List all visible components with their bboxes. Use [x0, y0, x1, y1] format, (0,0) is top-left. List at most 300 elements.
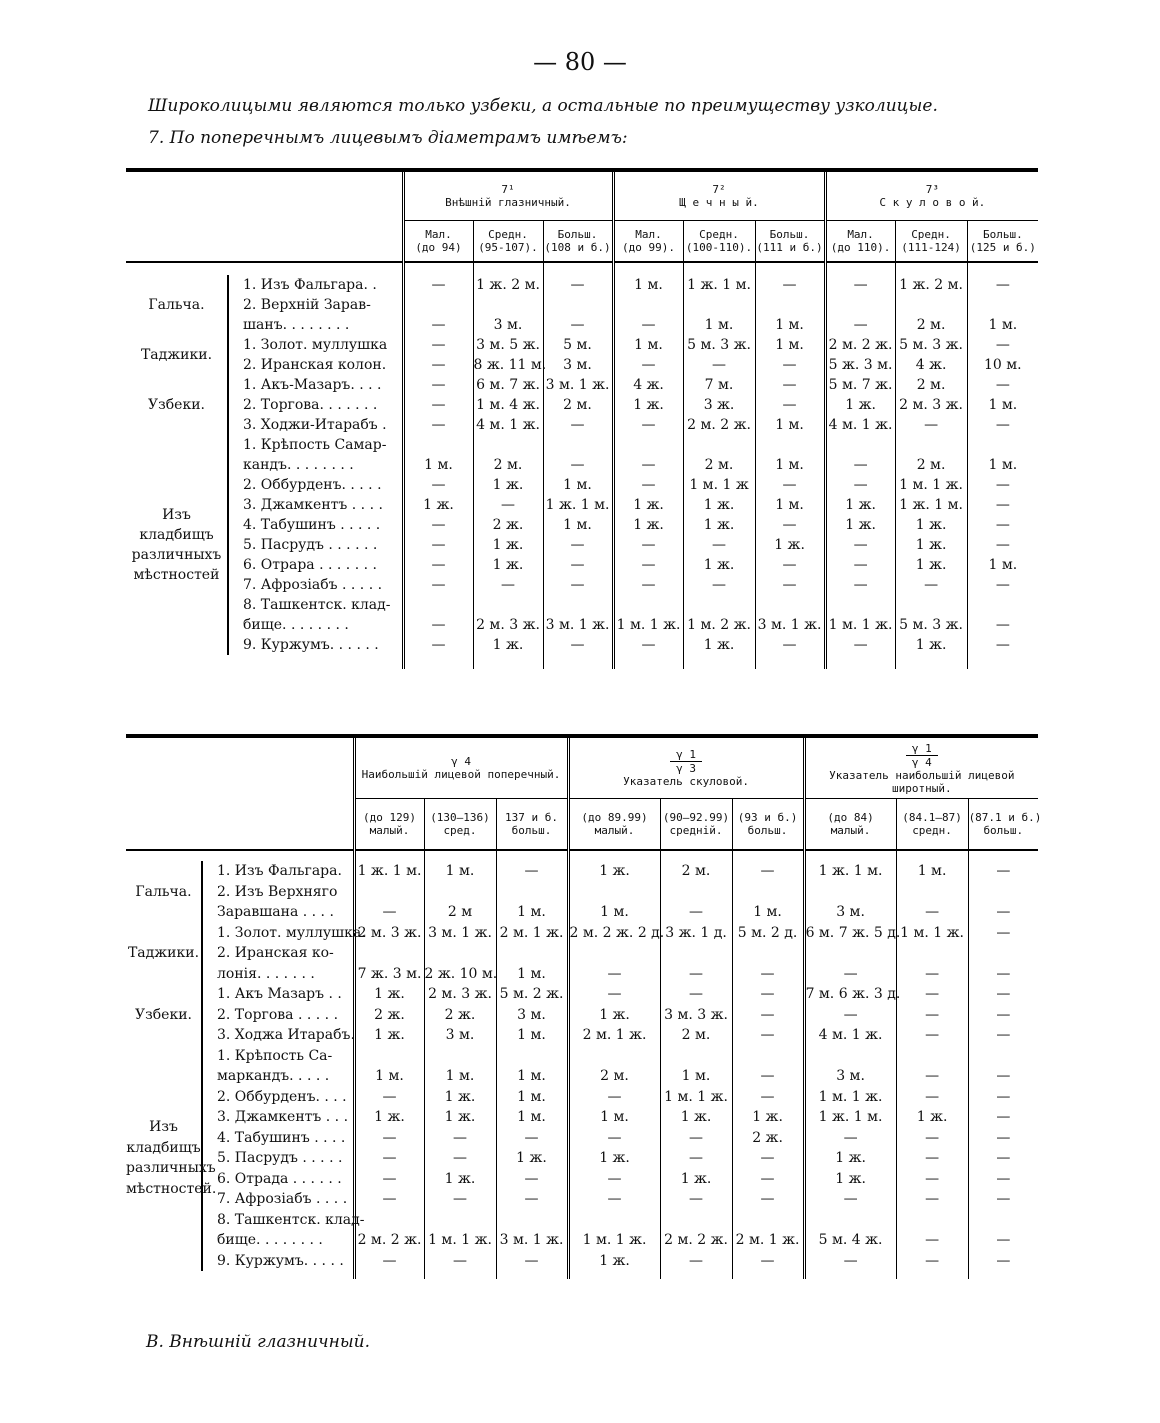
data-cell: —	[755, 275, 825, 295]
table-row	[126, 923, 1038, 944]
location-label: 3. Джамкентъ . . .	[202, 1107, 354, 1128]
subheader-cell	[660, 799, 732, 851]
data-cell	[804, 1046, 896, 1067]
data-cell: 3 м. 1 ж.	[543, 615, 613, 635]
table-row	[126, 515, 1038, 535]
data-cell: 5 ж. 3 м.	[825, 355, 895, 375]
table-row	[126, 275, 1038, 295]
data-cell: 1 ж.	[568, 1005, 660, 1026]
data-cell: 2 м. 2 ж.	[354, 1230, 424, 1251]
data-cell: —	[755, 355, 825, 375]
data-cell: 4 м. 1 ж.	[825, 415, 895, 435]
data-cell: 2 м. 3 ж.	[473, 615, 543, 635]
location-label: 2. Верхній Зарав-	[228, 295, 403, 315]
group-title: Указатель наибольшій лицевой широтный.	[829, 768, 1015, 795]
data-cell: —	[683, 355, 755, 375]
location-label: 1. Крѣпость Са-	[202, 1046, 354, 1067]
data-cell: 1 м.	[683, 315, 755, 335]
data-cell	[683, 595, 755, 615]
data-cell: —	[825, 315, 895, 335]
table-row	[126, 1087, 1038, 1108]
data-cell: —	[660, 902, 732, 923]
table-row	[126, 575, 1038, 595]
data-cell: 1 м. 1 ж.	[613, 615, 683, 635]
data-cell: —	[967, 515, 1038, 535]
subheader-line: Мал.	[847, 228, 874, 241]
data-cell: 1 ж.	[496, 1148, 568, 1169]
data-cell: —	[896, 1169, 968, 1190]
column-group-header	[403, 170, 613, 221]
subheader-cell	[496, 799, 568, 851]
data-cell: 1 ж. 2 м.	[473, 275, 543, 295]
data-cell: 3 м.	[424, 1025, 496, 1046]
data-cell: 1 м.	[732, 902, 804, 923]
data-cell: —	[968, 1005, 1038, 1026]
data-cell: —	[660, 984, 732, 1005]
data-cell: 2 ж. 10 м.	[424, 964, 496, 985]
data-cell	[424, 1210, 496, 1231]
data-cell: 1 ж. 1 м.	[804, 861, 896, 882]
data-cell: 1 ж.	[683, 635, 755, 655]
group-title: Указатель скуловой.	[623, 775, 749, 788]
data-cell: 4 м. 1 ж.	[804, 1025, 896, 1046]
data-cell	[967, 435, 1038, 455]
table-row	[126, 1169, 1038, 1190]
data-cell: 1 м.	[568, 902, 660, 923]
data-cell: —	[895, 575, 967, 595]
subheader-cell	[543, 221, 613, 263]
data-cell: 1 м.	[543, 515, 613, 535]
data-cell: 3 ж.	[683, 395, 755, 415]
data-cell: 1 ж.	[825, 515, 895, 535]
data-cell: —	[968, 1066, 1038, 1087]
subheader-cell	[755, 221, 825, 263]
subheader-line: (130—136)	[430, 811, 490, 824]
subheader-line: Средн.	[699, 228, 739, 241]
data-cell: 1 ж.	[424, 1169, 496, 1190]
data-cell: 6 м. 7 ж. 5 д.	[804, 923, 896, 944]
data-cell: —	[403, 375, 473, 395]
data-cell: —	[968, 964, 1038, 985]
data-cell: 1 м.	[967, 455, 1038, 475]
data-cell	[568, 943, 660, 964]
location-label: 1. Золот. муллушка	[228, 335, 403, 355]
data-cell: —	[732, 1025, 804, 1046]
subheader-line: (100-110).	[685, 241, 753, 254]
data-cell	[825, 595, 895, 615]
data-cell: —	[403, 335, 473, 355]
data-cell: —	[354, 1189, 424, 1210]
data-cell: —	[543, 635, 613, 655]
data-cell: 1 м.	[403, 455, 473, 475]
location-label: 2. Торгова. . . . . . .	[228, 395, 403, 415]
data-cell: 1 м.	[496, 964, 568, 985]
data-cell	[732, 882, 804, 903]
data-cell: 2 м.	[683, 455, 755, 475]
subheader-cell	[473, 221, 543, 263]
data-cell: 3 м.	[473, 315, 543, 335]
location-label: 3. Ходжи-Итарабъ .	[228, 415, 403, 435]
data-cell: —	[403, 635, 473, 655]
data-cell: 1 ж.	[354, 1025, 424, 1046]
data-cell: 3 м. 1 ж.	[755, 615, 825, 635]
data-cell: —	[967, 635, 1038, 655]
subheader-line: (до 129)	[363, 811, 416, 824]
data-cell: 1 м. 1 ж	[683, 475, 755, 495]
subheader-line: малый.	[369, 824, 410, 837]
data-cell: —	[613, 475, 683, 495]
subheader-cell	[613, 221, 683, 263]
data-cell: 3 м.	[804, 1066, 896, 1087]
table-row	[126, 495, 1038, 515]
data-cell: —	[732, 984, 804, 1005]
data-cell: 1 м.	[613, 335, 683, 355]
group-label: Таджики.	[126, 923, 202, 985]
data-cell: 1 ж.	[613, 495, 683, 515]
data-cell: —	[613, 555, 683, 575]
location-label: маркандъ. . . . .	[202, 1066, 354, 1087]
subheader-line: (84.1—87)	[902, 811, 962, 824]
data-cell	[896, 1210, 968, 1231]
table-row	[126, 1230, 1038, 1251]
subheader-line: больш.	[511, 824, 552, 837]
subheader-cell	[804, 799, 896, 851]
data-cell: —	[895, 415, 967, 435]
subheader-line: Средн.	[488, 228, 528, 241]
data-cell	[496, 882, 568, 903]
location-label: 6. Отрада . . . . . .	[202, 1169, 354, 1190]
data-cell: —	[968, 1169, 1038, 1190]
data-cell: 1 м. 1 ж.	[896, 923, 968, 944]
data-cell: 2 м.	[543, 395, 613, 415]
data-cell: —	[896, 1025, 968, 1046]
location-label: 9. Куржумъ. . . . . .	[228, 635, 403, 655]
data-cell: 1 ж.	[895, 635, 967, 655]
data-cell: 1 ж.	[613, 515, 683, 535]
column-group-header	[568, 736, 804, 799]
data-cell: 10 м.	[967, 355, 1038, 375]
data-cell: —	[732, 1148, 804, 1169]
table-row	[126, 1107, 1038, 1128]
data-cell: 1 м.	[755, 455, 825, 475]
data-cell: —	[613, 315, 683, 335]
data-cell: 1 ж.	[895, 555, 967, 575]
data-cell: —	[403, 535, 473, 555]
data-cell: —	[896, 1005, 968, 1026]
data-cell: 2 м.	[660, 1025, 732, 1046]
data-cell: —	[543, 535, 613, 555]
data-cell: —	[968, 861, 1038, 882]
data-cell: —	[496, 1251, 568, 1272]
data-cell	[896, 1046, 968, 1067]
data-cell	[895, 435, 967, 455]
data-cell: 1 м.	[424, 1066, 496, 1087]
column-group-header	[613, 170, 825, 221]
data-cell	[354, 943, 424, 964]
data-cell: 1 м.	[967, 395, 1038, 415]
table-row	[126, 1046, 1038, 1067]
table-row	[126, 315, 1038, 335]
data-cell: —	[968, 1025, 1038, 1046]
data-cell	[660, 882, 732, 903]
group-title: Наибольшій лицевой поперечный.	[361, 768, 561, 781]
data-cell: —	[403, 515, 473, 535]
data-cell: —	[613, 635, 683, 655]
data-cell	[613, 295, 683, 315]
group-fraction-num: γ 1	[670, 748, 702, 762]
data-cell: —	[732, 1087, 804, 1108]
subheader-line: Больш.	[769, 228, 810, 241]
location-label: 2. Иранская ко-	[202, 943, 354, 964]
subheader-cell	[424, 799, 496, 851]
data-cell: 1 ж. 1 м.	[804, 1107, 896, 1128]
data-cell: —	[896, 1189, 968, 1210]
header-row-groups	[126, 736, 1038, 799]
data-cell: 2 м. 2 ж.	[683, 415, 755, 435]
data-cell: 3 м. 1 ж.	[543, 375, 613, 395]
subheader-line: (до 110).	[830, 241, 891, 254]
data-cell: 2 м. 1 ж.	[568, 1025, 660, 1046]
data-cell	[732, 943, 804, 964]
table-row	[126, 355, 1038, 375]
data-cell: 1 м.	[543, 475, 613, 495]
location-label: 6. Отрара . . . . . . .	[228, 555, 403, 575]
data-cell	[968, 943, 1038, 964]
data-cell: 1 ж.	[568, 1251, 660, 1272]
data-cell: 1 ж.	[804, 1169, 896, 1190]
data-cell: —	[403, 475, 473, 495]
data-cell	[424, 882, 496, 903]
data-cell: 1 ж.	[473, 635, 543, 655]
data-cell: 1 м. 1 ж.	[660, 1087, 732, 1108]
data-cell: —	[568, 1128, 660, 1149]
subheader-cell	[354, 799, 424, 851]
data-cell: —	[660, 1251, 732, 1272]
data-cell: 1 ж. 1 м.	[895, 495, 967, 515]
data-cell: —	[732, 1189, 804, 1210]
subheader-cell	[403, 221, 473, 263]
data-cell: 2 м	[424, 902, 496, 923]
location-label: 2. Изъ Верхняго	[202, 882, 354, 903]
data-cell	[473, 295, 543, 315]
data-cell: 1 ж.	[473, 535, 543, 555]
data-cell: —	[613, 415, 683, 435]
data-cell: 2 м. 2 ж.	[825, 335, 895, 355]
header-blank	[126, 170, 403, 262]
data-cell: —	[896, 964, 968, 985]
data-cell: 1 м. 1 ж.	[568, 1230, 660, 1251]
subheader-line: (87.1 и б.)	[968, 811, 1042, 824]
subheader-line: сред.	[443, 824, 477, 837]
data-cell: 1 м.	[755, 315, 825, 335]
data-cell: —	[496, 861, 568, 882]
data-cell	[896, 882, 968, 903]
data-cell: 1 м. 1 ж.	[895, 475, 967, 495]
location-label: 7. Афрозіабъ . . . . .	[228, 575, 403, 595]
data-cell: 1 м.	[755, 415, 825, 435]
data-cell	[755, 595, 825, 615]
data-cell: —	[403, 415, 473, 435]
data-cell: 2 м.	[660, 861, 732, 882]
data-cell	[755, 435, 825, 455]
subheader-line: малый.	[830, 824, 871, 837]
subheader-line: (90—92.99)	[662, 811, 730, 824]
data-cell: —	[683, 535, 755, 555]
location-label: 9. Куржумъ. . . . .	[202, 1251, 354, 1272]
location-label: 4. Табушинъ . . . .	[202, 1128, 354, 1149]
data-cell: —	[896, 1066, 968, 1087]
data-cell: 1 м. 1 ж.	[424, 1230, 496, 1251]
location-label: 3. Ходжа Итарабъ.	[202, 1025, 354, 1046]
data-cell	[804, 1210, 896, 1231]
data-cell: 4 ж.	[613, 375, 683, 395]
data-cell: —	[354, 902, 424, 923]
data-cell: —	[755, 515, 825, 535]
data-cell: —	[543, 415, 613, 435]
data-cell: —	[732, 1251, 804, 1272]
table-row	[126, 964, 1038, 985]
data-cell: —	[804, 1189, 896, 1210]
data-cell	[804, 882, 896, 903]
group-title: Внѣшній глазничный.	[445, 196, 571, 209]
data-cell: 1 ж.	[896, 1107, 968, 1128]
data-cell: —	[403, 615, 473, 635]
data-cell: —	[424, 1128, 496, 1149]
data-cell: 5 м. 2 ж.	[496, 984, 568, 1005]
data-cell: —	[354, 1169, 424, 1190]
data-cell: 2 м. 3 ж.	[424, 984, 496, 1005]
data-cell	[354, 1046, 424, 1067]
data-cell: —	[473, 495, 543, 515]
data-cell: 2 ж.	[473, 515, 543, 535]
data-cell	[403, 435, 473, 455]
data-cell: —	[968, 1087, 1038, 1108]
data-cell: 1 м.	[613, 275, 683, 295]
data-cell: —	[755, 375, 825, 395]
data-cell: 3 м.	[804, 902, 896, 923]
data-cell	[825, 295, 895, 315]
data-cell: —	[967, 575, 1038, 595]
location-label: 8. Ташкентск. клад-	[228, 595, 403, 615]
table-row	[126, 595, 1038, 615]
data-cell: 1 м.	[755, 495, 825, 515]
data-cell: 2 м. 3 ж.	[354, 923, 424, 944]
subheader-line: 137 и б.	[505, 811, 558, 824]
data-cell: —	[755, 635, 825, 655]
table-row	[126, 1128, 1038, 1149]
data-cell: —	[660, 1189, 732, 1210]
data-cell: —	[825, 555, 895, 575]
data-cell	[424, 1046, 496, 1067]
data-cell	[968, 1210, 1038, 1231]
location-label: 2. Оббурденъ. . . .	[202, 1087, 354, 1108]
data-cell: 5 м. 3 ж.	[895, 615, 967, 635]
data-cell: —	[968, 1107, 1038, 1128]
table-row	[126, 435, 1038, 455]
data-cell: 2 м. 3 ж.	[895, 395, 967, 415]
table-row	[126, 555, 1038, 575]
data-cell: —	[424, 1251, 496, 1272]
data-cell	[568, 1210, 660, 1231]
data-cell: 2 ж.	[424, 1005, 496, 1026]
footer-note: В. Внѣшній глазничный.	[146, 1332, 371, 1352]
data-cell: 1 ж.	[683, 555, 755, 575]
subheader-line: Мал.	[635, 228, 662, 241]
location-label: 8. Ташкентск. клад-	[202, 1210, 354, 1231]
group-fraction-num: γ 1	[906, 742, 938, 756]
data-cell: —	[354, 1148, 424, 1169]
data-cell	[967, 595, 1038, 615]
data-cell: 5 м. 7 ж.	[825, 375, 895, 395]
data-cell: —	[613, 455, 683, 475]
data-cell: —	[967, 275, 1038, 295]
data-cell: 3 м.	[496, 1005, 568, 1026]
data-cell: —	[804, 964, 896, 985]
data-cell	[543, 295, 613, 315]
data-cell: 3 ж. 1 д.	[660, 923, 732, 944]
data-cell: 8 ж. 11 м.	[473, 357, 547, 373]
header-row-groups	[126, 170, 1038, 221]
data-cell: 1 ж.	[895, 515, 967, 535]
table-row	[126, 535, 1038, 555]
data-cell: 1 м. 1 ж.	[825, 615, 895, 635]
column-group-header	[825, 170, 1038, 221]
location-label: 1. Акъ Мазаръ . .	[202, 984, 354, 1005]
subheader-line: средній.	[669, 824, 723, 837]
subheader-cell	[683, 221, 755, 263]
data-cell	[613, 435, 683, 455]
data-cell: —	[424, 1189, 496, 1210]
data-cell: —	[732, 1066, 804, 1087]
data-cell	[568, 1046, 660, 1067]
group-symbol: 7²	[712, 183, 726, 196]
data-cell: 2 ж.	[732, 1128, 804, 1149]
data-cell: 2 м.	[473, 455, 543, 475]
location-label: 1. Крѣпость Самар-	[228, 435, 403, 455]
subheader-line: больш.	[747, 824, 788, 837]
data-cell: 1 ж. 1 м.	[683, 275, 755, 295]
group-fraction	[445, 755, 477, 768]
data-cell: 1 ж. 1 м.	[543, 495, 613, 515]
data-cell: 1 м.	[424, 861, 496, 882]
data-cell: —	[354, 1251, 424, 1272]
data-cell: —	[804, 1128, 896, 1149]
data-cell	[683, 295, 755, 315]
data-cell: —	[967, 415, 1038, 435]
data-cell: 4 м. 1 ж.	[473, 415, 543, 435]
table-row	[126, 475, 1038, 495]
subheader-line: (108 и б.)	[544, 241, 611, 254]
table-facial-diameters	[126, 168, 1038, 669]
data-cell: —	[568, 1169, 660, 1190]
subheader-line: (111 и б.)	[756, 241, 823, 254]
data-cell: 1 ж.	[568, 1148, 660, 1169]
data-cell: —	[968, 1148, 1038, 1169]
data-cell	[732, 1046, 804, 1067]
data-cell: —	[403, 275, 473, 295]
subheader-line: (до 89.99)	[581, 811, 648, 824]
group-fraction-num: γ 4	[451, 755, 471, 768]
table-row	[126, 902, 1038, 923]
data-cell: —	[896, 1128, 968, 1149]
data-cell	[660, 1046, 732, 1067]
data-cell: 1 м. 4 ж.	[473, 395, 543, 415]
table-row	[126, 635, 1038, 655]
data-cell	[543, 595, 613, 615]
data-cell: 2 м. 1 ж.	[732, 1230, 804, 1251]
data-cell: 1 ж.	[755, 535, 825, 555]
table-row	[126, 943, 1038, 964]
